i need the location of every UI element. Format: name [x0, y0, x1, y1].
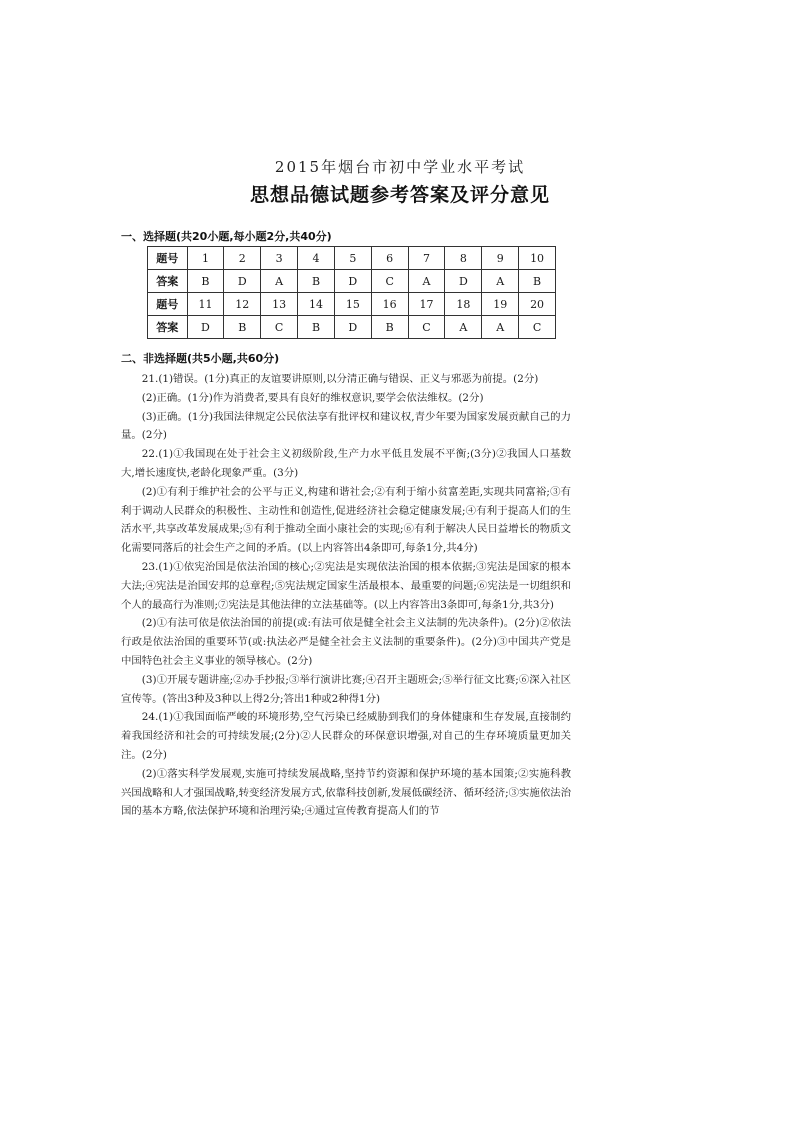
table-cell: 2: [224, 247, 261, 270]
table-cell: 4: [298, 247, 335, 270]
table-cell: 15: [334, 293, 371, 316]
table-cell: D: [334, 316, 371, 339]
table-cell: C: [371, 270, 408, 293]
answer-paragraph: 24.(1)①我国面临严峻的环境形势,空气污染已经威胁到我们的身体健康和生存发展,直接制约着我国经济和社会的可持续发展;(2分)②人民群众的环保意识增强,对自己的生存环境质量更加关注。(2分): [121, 711, 571, 761]
table-cell: 17: [408, 293, 445, 316]
table-cell: A: [408, 270, 445, 293]
table-cell: 6: [371, 247, 408, 270]
table-row: [148, 270, 556, 293]
table-row: [148, 293, 556, 316]
answer-explanations: [121, 370, 571, 821]
table-cell: D: [187, 316, 224, 339]
section-heading-multiple-choice: 一、选择题(共20小题,每小题2分,共40分): [121, 230, 332, 243]
answer-table: [147, 246, 556, 339]
table-cell: 20: [519, 293, 556, 316]
document-title: 思想品德试题参考答案及评分意见: [249, 184, 550, 206]
table-cell: B: [187, 270, 224, 293]
table-cell: 11: [187, 293, 224, 316]
table-cell: B: [371, 316, 408, 339]
table-cell: 12: [224, 293, 261, 316]
answer-paragraph: 22.(1)①我国现在处于社会主义初级阶段,生产力水平低且发展不平衡;(3分)②我国人口基数大,增长速度快,老龄化现象严重。(3分): [121, 448, 571, 479]
table-cell: 8: [445, 247, 482, 270]
table-cell: 7: [408, 247, 445, 270]
table-row: [148, 247, 556, 270]
answer-paragraph: (3)正确。(1分)我国法律规定公民依法享有批评权和建议权,青少年要为国家发展贡献自己的力量。(2分): [121, 410, 571, 442]
table-cell: A: [445, 316, 482, 339]
table-cell: B: [224, 316, 261, 339]
row-label: 答案: [148, 316, 188, 339]
exam-title: 2015年烟台市初中学业水平考试: [274, 158, 526, 176]
answer-paragraph: (3)①开展专题讲座;②办手抄报;③举行演讲比赛;④召开主题班会;⑤举行征文比赛;⑥深入社区宣传等。(答出3种及3种以上得2分;答出1种或2种得1分): [121, 673, 571, 705]
table-cell: 10: [519, 247, 556, 270]
answer-paragraph: (2)①有法可依是依法治国的前提(或:有法可依是健全社会主义法制的先决条件)。(2分)②依法行政是依法治国的重要环节(或:执法必严是健全社会主义法制的重要条件)。(2分)③中国共产党是中国特色社会主义事业的领导核心。(2分): [121, 617, 571, 667]
table-cell: C: [408, 316, 445, 339]
answer-paragraph: (2)①落实科学发展观,实施可持续发展战略,坚持节约资源和保护环境的基本国策;②实施科教兴国战略和人才强国战略,转变经济发展方式,依靠科技创新,发展低碳经济、循环经济;③实施依法治国的基本方略,依法保护环境和治理污染;④通过宣传教育提高人们的节: [121, 767, 571, 818]
table-cell: B: [298, 316, 335, 339]
table-cell: A: [482, 316, 519, 339]
table-cell: A: [482, 270, 519, 293]
table-cell: D: [445, 270, 482, 293]
table-cell: C: [261, 316, 298, 339]
row-label: 题号: [148, 293, 188, 316]
row-label: 答案: [148, 270, 188, 293]
table-cell: D: [334, 270, 371, 293]
table-cell: 5: [334, 247, 371, 270]
table-row: [148, 316, 556, 339]
table-cell: 1: [187, 247, 224, 270]
table-cell: B: [519, 270, 556, 293]
table-cell: C: [519, 316, 556, 339]
table-cell: 16: [371, 293, 408, 316]
answer-paragraph: 23.(1)①依宪治国是依法治国的核心;②宪法是实现依法治国的根本依据;③宪法是国家的根本大法;④宪法是治国安邦的总章程;⑤宪法规定国家生活最根本、最重要的问题;⑥宪法是一切组织和个人的最高行为准则;⑦宪法是其他法律的立法基础等。(以上内容答出3条即可,每条1分,共3分): [121, 560, 571, 611]
table-cell: 14: [298, 293, 335, 316]
row-label: 题号: [148, 247, 188, 270]
table-cell: 19: [482, 293, 519, 316]
table-cell: 9: [482, 247, 519, 270]
answer-paragraph: 21.(1)错误。(1分)真正的友谊要讲原则,以分清正确与错误、正义与邪恶为前提。(2分): [141, 373, 539, 385]
table-cell: A: [261, 270, 298, 293]
table-cell: 13: [261, 293, 298, 316]
table-cell: B: [298, 270, 335, 293]
answer-paragraph: (2)①有利于维护社会的公平与正义,构建和谐社会;②有利于缩小贫富差距,实现共同富裕;③有利于调动人民群众的积极性、主动性和创造性,促进经济社会稳定健康发展;④有利于提高人们的生活水平,共享改革发展成果;⑤有利于推动全面小康社会的实现;⑥有利于解决人民日益增长的物质文化需要同落后的社会生产之间的矛盾。(以上内容答出4条即可,每条1分,共4分): [121, 485, 571, 555]
table-cell: D: [224, 270, 261, 293]
table-cell: 3: [261, 247, 298, 270]
answer-paragraph: (2)正确。(1分)作为消费者,要具有良好的维权意识,要学会依法维权。(2分): [141, 391, 484, 404]
table-cell: 18: [445, 293, 482, 316]
section-heading-non-choice: 二、非选择题(共5小题,共60分): [121, 352, 280, 365]
